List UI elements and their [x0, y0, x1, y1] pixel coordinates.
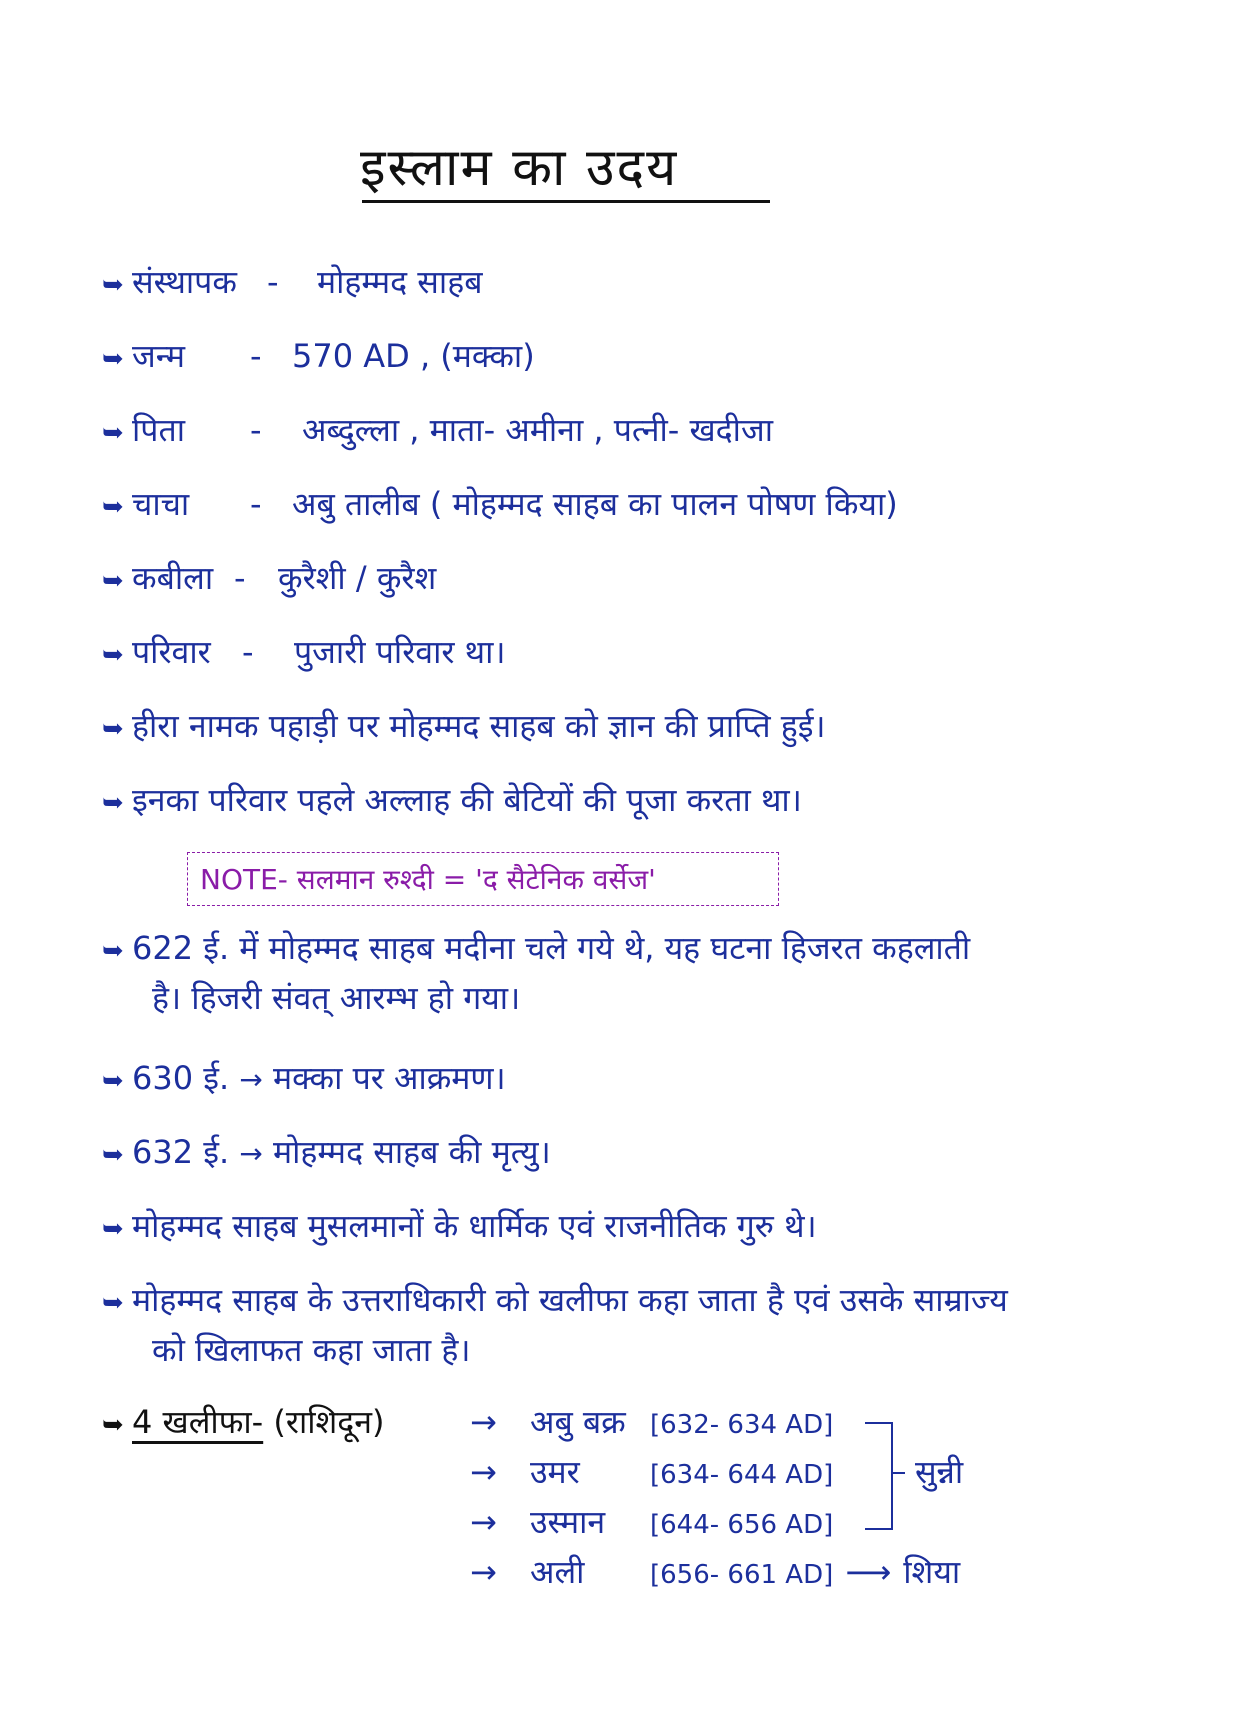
hijrat-text: 622 ई. में मोहम्मद साहब मदीना चले गये थे, यह घटना हिजरत कहलाती [132, 929, 971, 967]
item-label: चाचा [132, 485, 190, 523]
guru-line [102, 1206, 817, 1249]
arrow-icon: ➥ [102, 566, 124, 596]
item-label: परिवार [132, 633, 211, 671]
item-uncle [102, 484, 898, 527]
hijrat-continuation: है। हिजरी संवत् आरम्भ हो गया। [152, 979, 521, 1017]
khalifa-period: [656- 661 AD] [650, 1560, 834, 1590]
khalifa-heading [102, 1402, 385, 1445]
right-arrow-icon: → [470, 1503, 497, 1541]
event-text: मक्का पर आक्रमण। [272, 1059, 506, 1097]
item-sep: - [250, 411, 262, 449]
khalifa-row [470, 1452, 833, 1495]
item-value: मोहम्मद साहब [317, 263, 483, 301]
arrow-icon: ➥ [102, 640, 124, 670]
title-underline [362, 200, 770, 203]
item-value: अब्दुल्ला , माता- अमीना , पत्नी- खदीजा [302, 411, 773, 449]
arrow-icon: ➥ [102, 1214, 124, 1244]
group-sunni: सुन्नी [915, 1453, 964, 1491]
khalifa-name: उस्मान [530, 1503, 606, 1541]
khalifa-heading-text: 4 खलीफा- [132, 1403, 264, 1441]
guru-text: मोहम्मद साहब मुसलमानों के धार्मिक एवं राजनीतिक गुरु थे। [132, 1207, 817, 1245]
khalifa-period: [634- 644 AD] [650, 1460, 834, 1490]
item-value: 570 AD , (मक्का) [292, 337, 535, 375]
hijrat-line [102, 928, 970, 971]
khalifa-def-text: मोहम्मद साहब के उत्तराधिकारी को खलीफा कहा जाता है एवं उसके साम्राज्य [132, 1281, 1008, 1319]
arrow-icon: ➥ [102, 1066, 124, 1096]
sunni-bracket-tick [891, 1472, 905, 1474]
khalifa-name: अबु बक्र [530, 1403, 626, 1441]
event-year: 630 ई. [132, 1059, 230, 1097]
right-arrow-icon: → [470, 1403, 497, 1441]
arrow-icon: ➥ [102, 788, 124, 818]
group-shia: शिया [903, 1553, 961, 1591]
khalifa-heading-sub: (राशिदून) [273, 1403, 385, 1441]
item-value: अबु तालीब ( मोहम्मद साहब का पालन पोषण किया) [292, 485, 898, 523]
fact-text: हीरा नामक पहाड़ी पर मोहम्मद साहब को ज्ञान की प्राप्ति हुई। [132, 707, 826, 745]
item-family [102, 632, 506, 675]
fact-worship [102, 780, 802, 823]
item-label: जन्म [132, 337, 186, 375]
right-arrow-icon: → [239, 1137, 263, 1170]
arrow-icon: ➥ [102, 418, 124, 448]
right-arrow-icon: → [239, 1063, 263, 1096]
arrow-icon: ➥ [102, 492, 124, 522]
item-founder [102, 262, 482, 305]
page-title: इस्लाम का उदय [360, 138, 679, 198]
khalifa-row [470, 1502, 833, 1545]
arrow-icon: ➥ [102, 1140, 124, 1170]
khalifa-definition [102, 1280, 1008, 1323]
khalifa-def-continuation: को खिलाफत कहा जाता है। [152, 1331, 471, 1369]
khalifa-row [470, 1552, 960, 1595]
sunni-bracket [865, 1422, 893, 1530]
item-birth [102, 336, 535, 379]
item-value: कुरैशी / कुरैश [278, 559, 437, 597]
event-text: मोहम्मद साहब की मृत्यु। [272, 1133, 551, 1171]
arrow-icon: ➥ [102, 270, 124, 300]
event-630 [102, 1058, 506, 1101]
item-label: कबीला [132, 559, 214, 597]
arrow-icon: ➥ [102, 936, 124, 966]
note-box: NOTE- सलमान रुश्दी = 'द सैटेनिक वर्सेज' [187, 852, 779, 906]
fact-text: इनका परिवार पहले अल्लाह की बेटियों की पूजा करता था। [132, 781, 802, 819]
arrow-icon: ➥ [102, 714, 124, 744]
item-value: पुजारी परिवार था। [294, 633, 506, 671]
khalifa-row [470, 1402, 833, 1445]
event-632 [102, 1132, 551, 1175]
khalifa-name: उमर [530, 1453, 580, 1491]
fact-hira [102, 706, 826, 749]
arrow-icon: ➥ [102, 1410, 124, 1440]
right-arrow-icon: → [470, 1453, 497, 1491]
right-arrow-icon: → [470, 1553, 497, 1591]
item-sep: - [234, 559, 246, 597]
item-sep: - [267, 263, 279, 301]
khalifa-name: अली [530, 1553, 585, 1591]
item-label: पिता [132, 411, 185, 449]
khalifa-period: [644- 656 AD] [650, 1510, 834, 1540]
item-sep: - [250, 337, 262, 375]
item-tribe [102, 558, 436, 601]
item-label: संस्थापक [132, 263, 237, 301]
right-arrow-icon: ⟶ [845, 1553, 892, 1591]
item-father [102, 410, 773, 453]
item-sep: - [242, 633, 254, 671]
arrow-icon: ➥ [102, 344, 124, 374]
item-sep: - [250, 485, 262, 523]
arrow-icon: ➥ [102, 1288, 124, 1318]
khalifa-period: [632- 634 AD] [650, 1410, 834, 1440]
event-year: 632 ई. [132, 1133, 230, 1171]
